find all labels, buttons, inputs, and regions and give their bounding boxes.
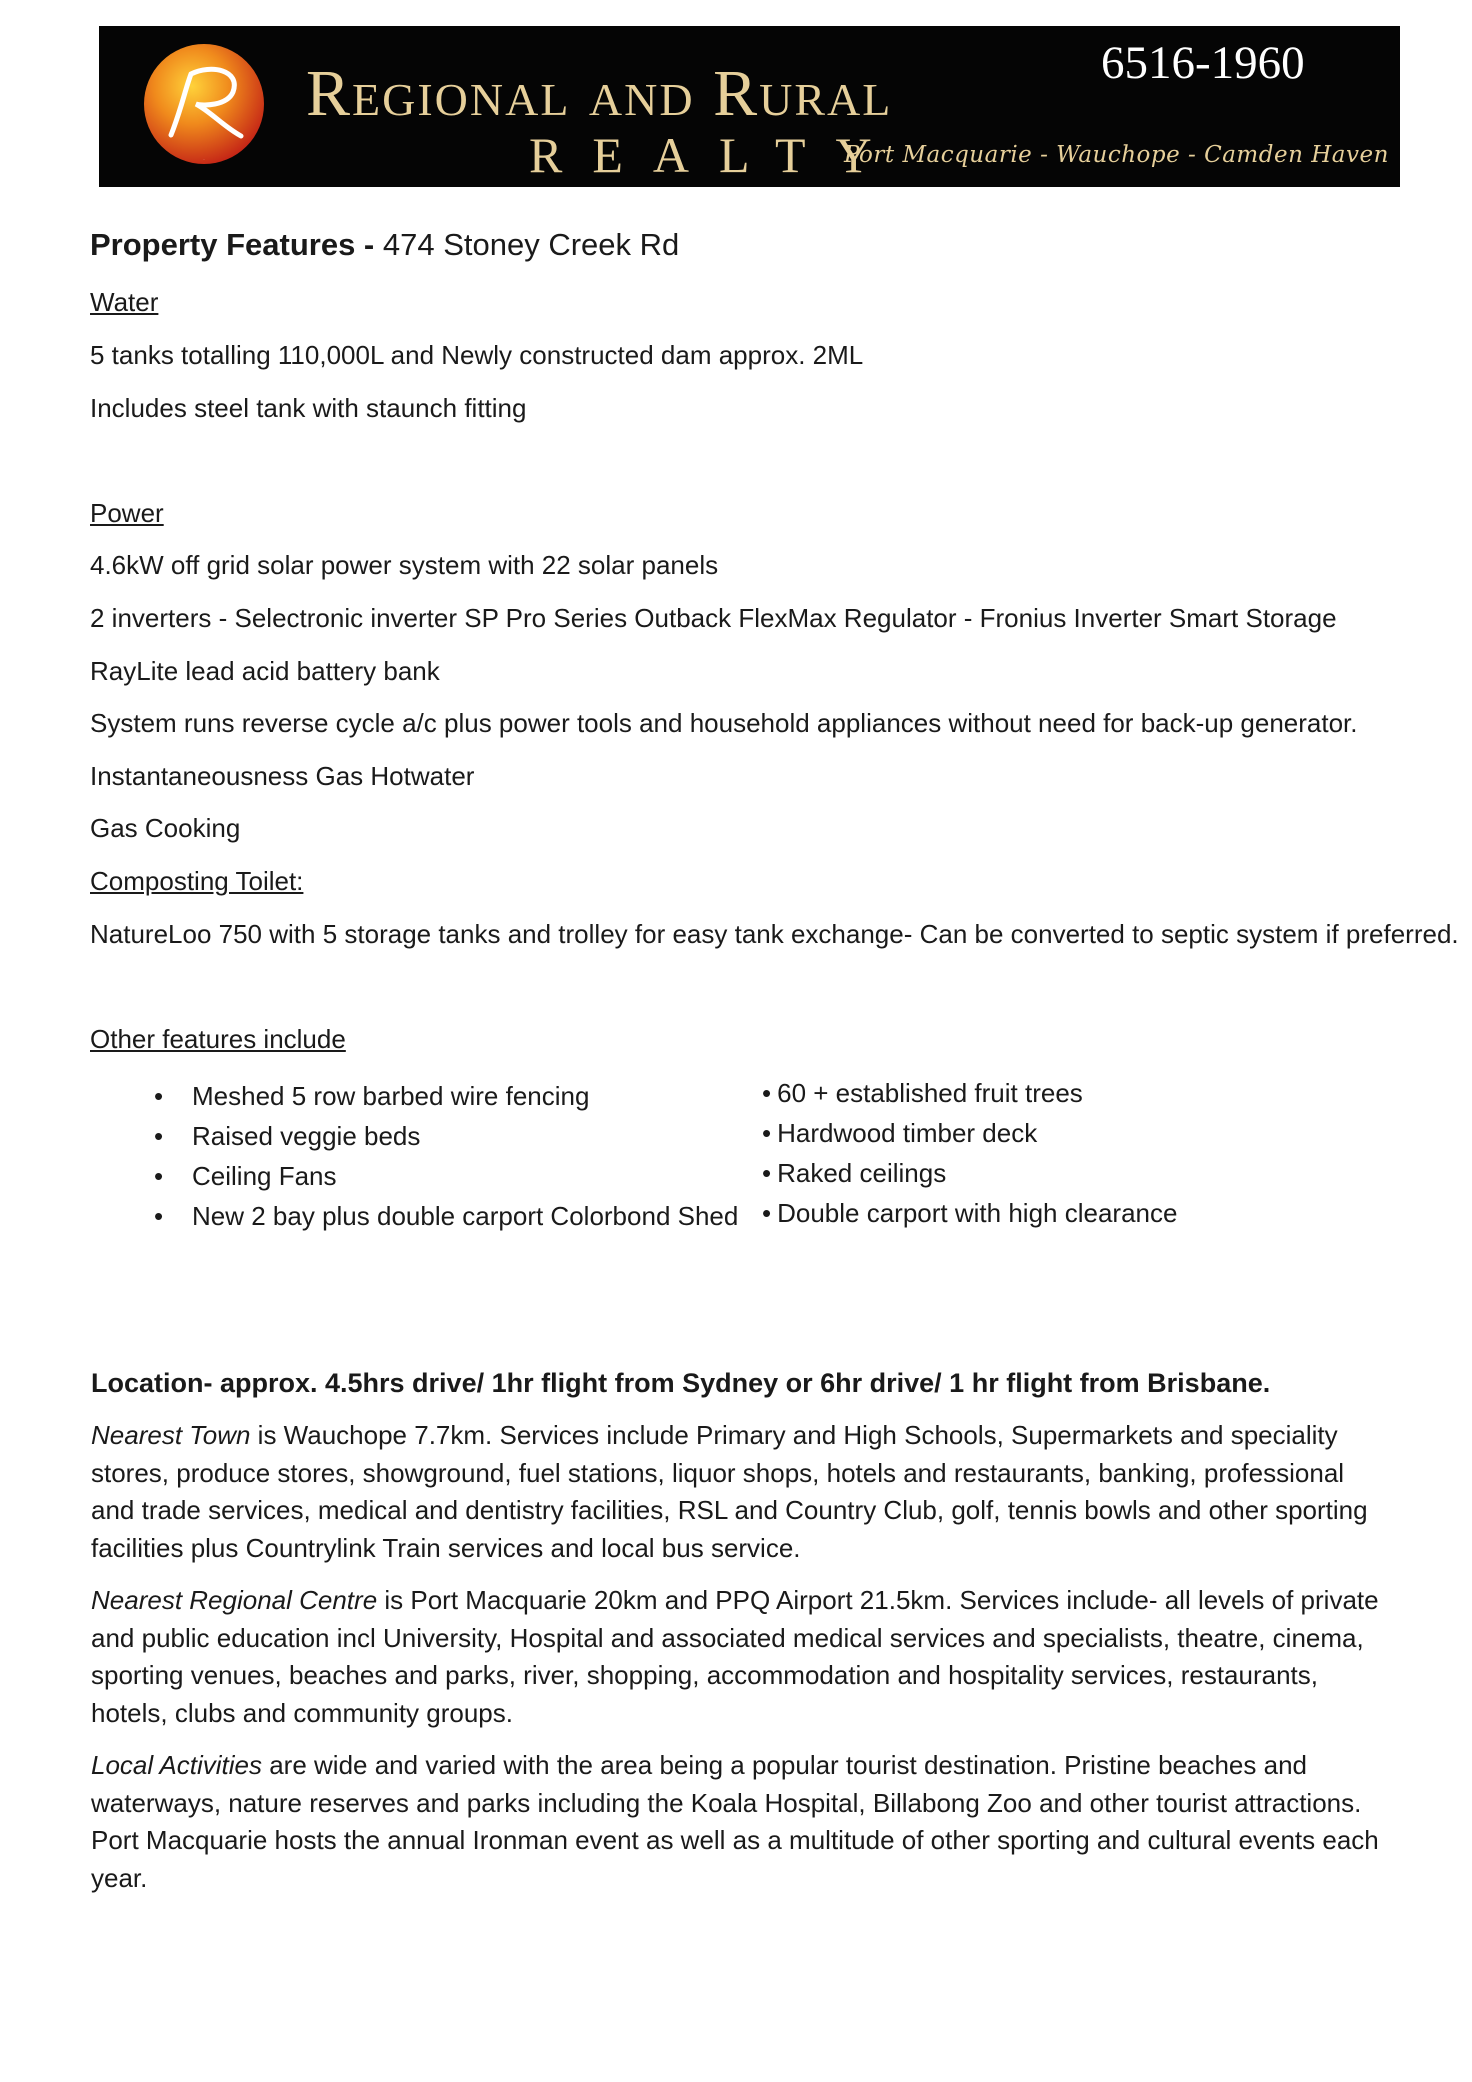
other-features-heading: Other features include (90, 1024, 346, 1054)
bullet-icon: • (154, 1201, 164, 1231)
svg-text:R: R (203, 160, 205, 161)
power-line: Gas Cooking (90, 813, 241, 843)
office-locations: Port Macquarie - Wauchope - Camden Haven (844, 142, 1389, 168)
list-item: • Double carport with high clearance (762, 1198, 1178, 1228)
power-line: RayLite lead acid battery bank (90, 656, 440, 686)
power-line: System runs reverse cycle a/c plus power tools and household appliances without need for back-up generator. (90, 708, 1358, 738)
power-line: 2 inverters - Selectronic inverter SP Pro Series Outback FlexMax Regulator - Fronius Inverter Smart Storage (90, 603, 1337, 633)
bullet-icon: • (762, 1118, 772, 1148)
list-item: • 60 + established fruit trees (762, 1078, 1083, 1108)
water-line: 5 tanks totalling 110,000L and Newly constructed dam approx. 2ML (90, 340, 864, 370)
title-label: Property Features - (90, 227, 383, 262)
water-line: Includes steel tank with staunch fitting (90, 393, 527, 423)
water-heading: Water (90, 287, 159, 317)
list-item: • Ceiling Fans (192, 1156, 738, 1196)
bullet-icon: • (154, 1161, 164, 1191)
power-heading: Power (90, 498, 164, 528)
realty-logo-icon (141, 40, 267, 168)
paragraph-lead: Local Activities (91, 1750, 262, 1780)
header-banner (99, 26, 1400, 187)
bullet-icon: • (762, 1078, 772, 1108)
regional-centre-paragraph: Nearest Regional Centre is Port Macquarie 20km and PPQ Airport 21.5km. Services include- all levels of private and public education incl University, Hospital and associated medical services and specialists, theatre, cinema, sporting venues, beaches and parks, river, shopping, accommodation and hospitality services, restaurants, hotels, clubs and community groups. (91, 1585, 1379, 1728)
brand-name: Regional and Rural (306, 57, 893, 130)
property-address: 474 Stoney Creek Rd (382, 227, 680, 262)
list-item: • New 2 bay plus double carport Colorbond Shed (192, 1196, 738, 1236)
local-activities-paragraph: Local Activities are wide and varied with the area being a popular tourist destination. Pristine beaches and waterways, nature reserves and parks including the Koala Hospital, Billabong Zoo and other tourist attractions. Port Macquarie hosts the annual Ironman event as well as a multitude of other sporting and cultural events each year. (91, 1750, 1379, 1893)
brand-subtitle: REALTY (529, 127, 902, 183)
bullet-icon: • (154, 1081, 164, 1111)
bullet-icon: • (154, 1121, 164, 1151)
bullet-icon: • (762, 1158, 772, 1188)
features-list-right (762, 1073, 1177, 1233)
paragraph-lead: Nearest Regional Centre (91, 1585, 378, 1615)
phone-number: 6516-1960 (1101, 37, 1305, 89)
toilet-heading: Composting Toilet: (90, 866, 304, 896)
location-heading: Location- approx. 4.5hrs drive/ 1hr flight from Sydney or 6hr drive/ 1 hr flight from Brisbane. (91, 1368, 1271, 1398)
paragraph-lead: Nearest Town (91, 1420, 251, 1450)
power-line: Instantaneousness Gas Hotwater (90, 761, 475, 791)
toilet-text: NatureLoo 750 with 5 storage tanks and trolley for easy tank exchange- Can be converted to septic system if preferred. (90, 919, 1459, 949)
list-item: • Raised veggie beds (192, 1116, 738, 1156)
list-item: • Meshed 5 row barbed wire fencing (192, 1076, 738, 1116)
bullet-icon: • (762, 1198, 772, 1228)
list-item: • Raked ceilings (762, 1158, 947, 1188)
power-line: 4.6kW off grid solar power system with 22 solar panels (90, 550, 719, 580)
page-title (90, 229, 679, 261)
features-list-left (154, 1076, 739, 1236)
nearest-town-paragraph: Nearest Town is Wauchope 7.7km. Services include Primary and High Schools, Supermarkets and speciality stores, produce stores, showground, fuel stations, liquor shops, hotels and restaurants, banking, professional and trade services, medical and dentistry facilities, RSL and Country Club, golf, tennis bowls and other sporting facilities plus Countrylink Train services and local bus service. (91, 1420, 1368, 1563)
list-item: • Hardwood timber deck (762, 1118, 1038, 1148)
